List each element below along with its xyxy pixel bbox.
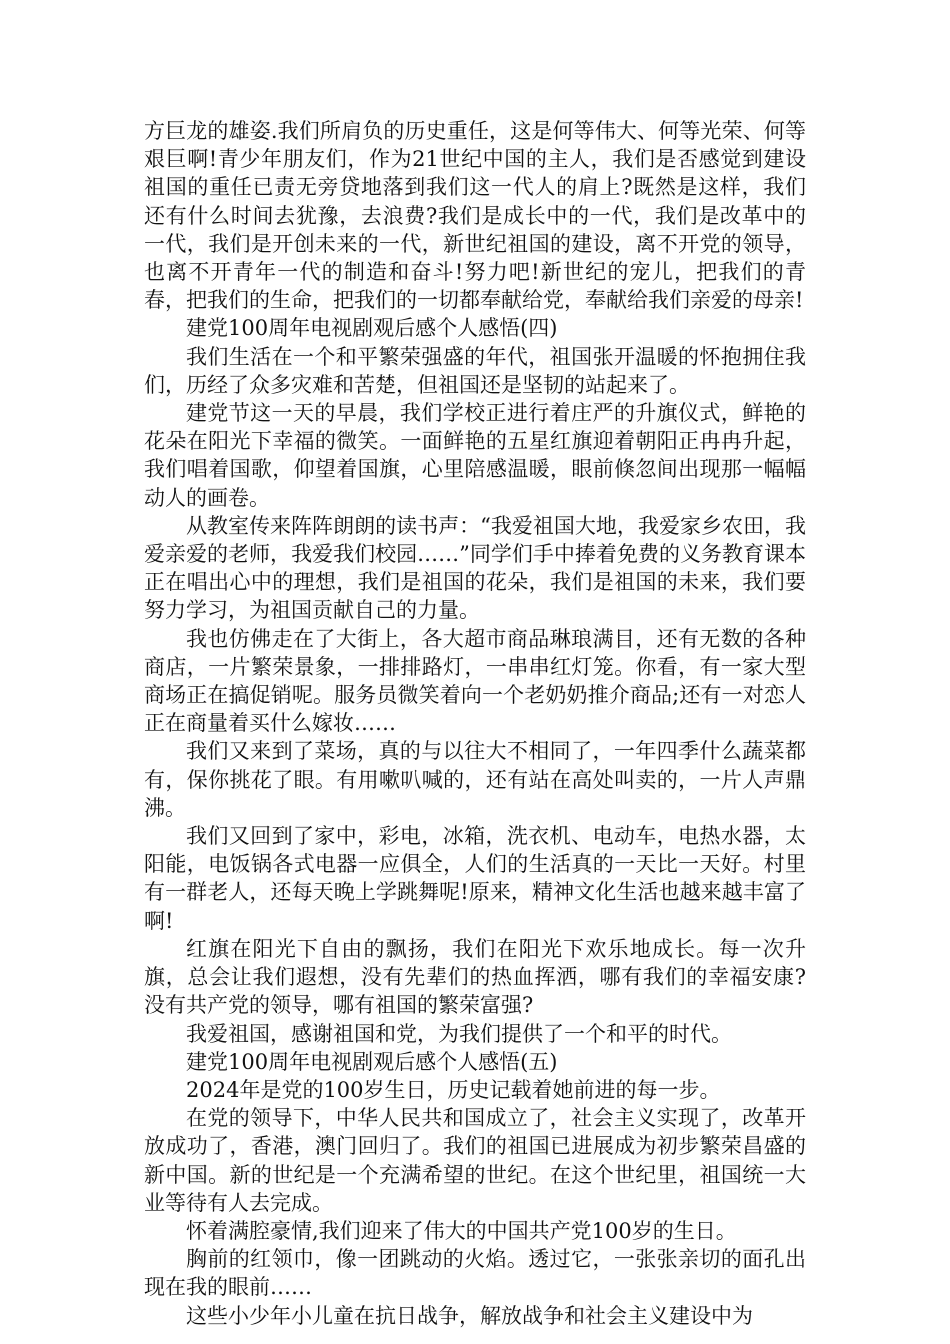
section-heading: 建党100周年电视剧观后感个人感悟(四) bbox=[186, 316, 558, 341]
paragraph: 怀着满腔豪情,我们迎来了伟大的中国共产党100岁的生日。 bbox=[186, 1218, 737, 1243]
paragraph: 建党节这一天的早晨，我们学校正进行着庄严的升旗仪式，鲜艳的花朵在阳光下幸福的微笑。一面鲜艳的五星红旗迎着朝阳正冉冉升起，我们唱着国歌，仰望着国旗，心里陪感温暖，眼前倏忽间出现那一幅幅动人的画卷。 bbox=[144, 401, 806, 510]
paragraph: 我们生活在一个和平繁荣强盛的年代，祖国张开温暖的怀抱拥住我们，历经了众多灾难和苦楚，但祖国还是坚韧的站起来了。 bbox=[144, 344, 806, 397]
paragraph: 我们又来到了菜场，真的与以往大不相同了，一年四季什么蔬菜都有，保你挑花了眼。有用嗽叭喊的，还有站在高处叫卖的，一片人声鼎沸。 bbox=[144, 739, 806, 820]
section-heading: 建党100周年电视剧观后感个人感悟(五) bbox=[186, 1049, 558, 1074]
paragraph: 胸前的红领巾，像一团跳动的火焰。透过它，一张张亲切的面孔出现在我的眼前…… bbox=[144, 1247, 806, 1300]
document-page bbox=[144, 117, 806, 1330]
paragraph: 方巨龙的雄姿.我们所肩负的历史重任，这是何等伟大、何等光荣、何等艰巨啊!青少年朋友们，作为21世纪中国的主人，我们是否感觉到建设祖国的重任已责无旁贷地落到我们这一代人的肩上?既然是这样，我们还有什么时间去犹豫，去浪费?我们是成长中的一代，我们是改革中的一代，我们是开创未来的一代，新世纪祖国的建设，离不开党的领导，也离不开青年一代的制造和奋斗!努力吧!新世纪的宠儿，把我们的青春，把我们的生命，把我们的一切都奉献给党，奉献给我们亲爱的母亲! bbox=[144, 119, 806, 313]
paragraph: 在党的领导下，中华人民共和国成立了，社会主义实现了，改革开放成功了，香港，澳门回归了。我们的祖国已进展成为初步繁荣昌盛的新中国。新的世纪是一个充满希望的世纪。在这个世纪里，祖国统一大业等待有人去完成。 bbox=[144, 1106, 806, 1215]
paragraph: 2024年是党的100岁生日，历史记载着她前进的每一步。 bbox=[186, 1077, 721, 1102]
paragraph: 我爱祖国，感谢祖国和党，为我们提供了一个和平的时代。 bbox=[186, 1021, 732, 1046]
paragraph: 红旗在阳光下自由的飘扬，我们在阳光下欢乐地成长。每一次升旗，总会让我们遐想，没有先辈们的热血挥洒，哪有我们的幸福安康?没有共产党的领导，哪有祖国的繁荣富强? bbox=[144, 936, 806, 1018]
paragraph: 这些小少年小儿童在抗日战争，解放战争和社会主义建设中为 bbox=[186, 1303, 753, 1328]
paragraph: 我也仿佛走在了大街上，各大超市商品琳琅满目，还有无数的各种商店，一片繁荣景象，一排排路灯，一串串红灯笼。你看，有一家大型商场正在搞促销呢。服务员微笑着向一个老奶奶推介商品;还有一对恋人正在商量着买什么嫁妆…… bbox=[144, 626, 806, 736]
paragraph: 从教室传来阵阵朗朗的读书声：“我爱祖国大地，我爱家乡农田，我爱亲爱的老师，我爱我们校园……”同学们手中捧着免费的义务教育课本正在唱出心中的理想，我们是祖国的花朵，我们是祖国的未来，我们要努力学习，为祖国贡献自己的力量。 bbox=[144, 513, 806, 623]
paragraph: 我们又回到了家中，彩电，冰箱，洗衣机、电动车，电热水器，太阳能，电饭锅各式电器一应俱全，人们的生活真的一天比一天好。村里有一群老人，还每天晚上学跳舞呢!原来，精神文化生活也越来越丰富了啊! bbox=[144, 824, 806, 933]
